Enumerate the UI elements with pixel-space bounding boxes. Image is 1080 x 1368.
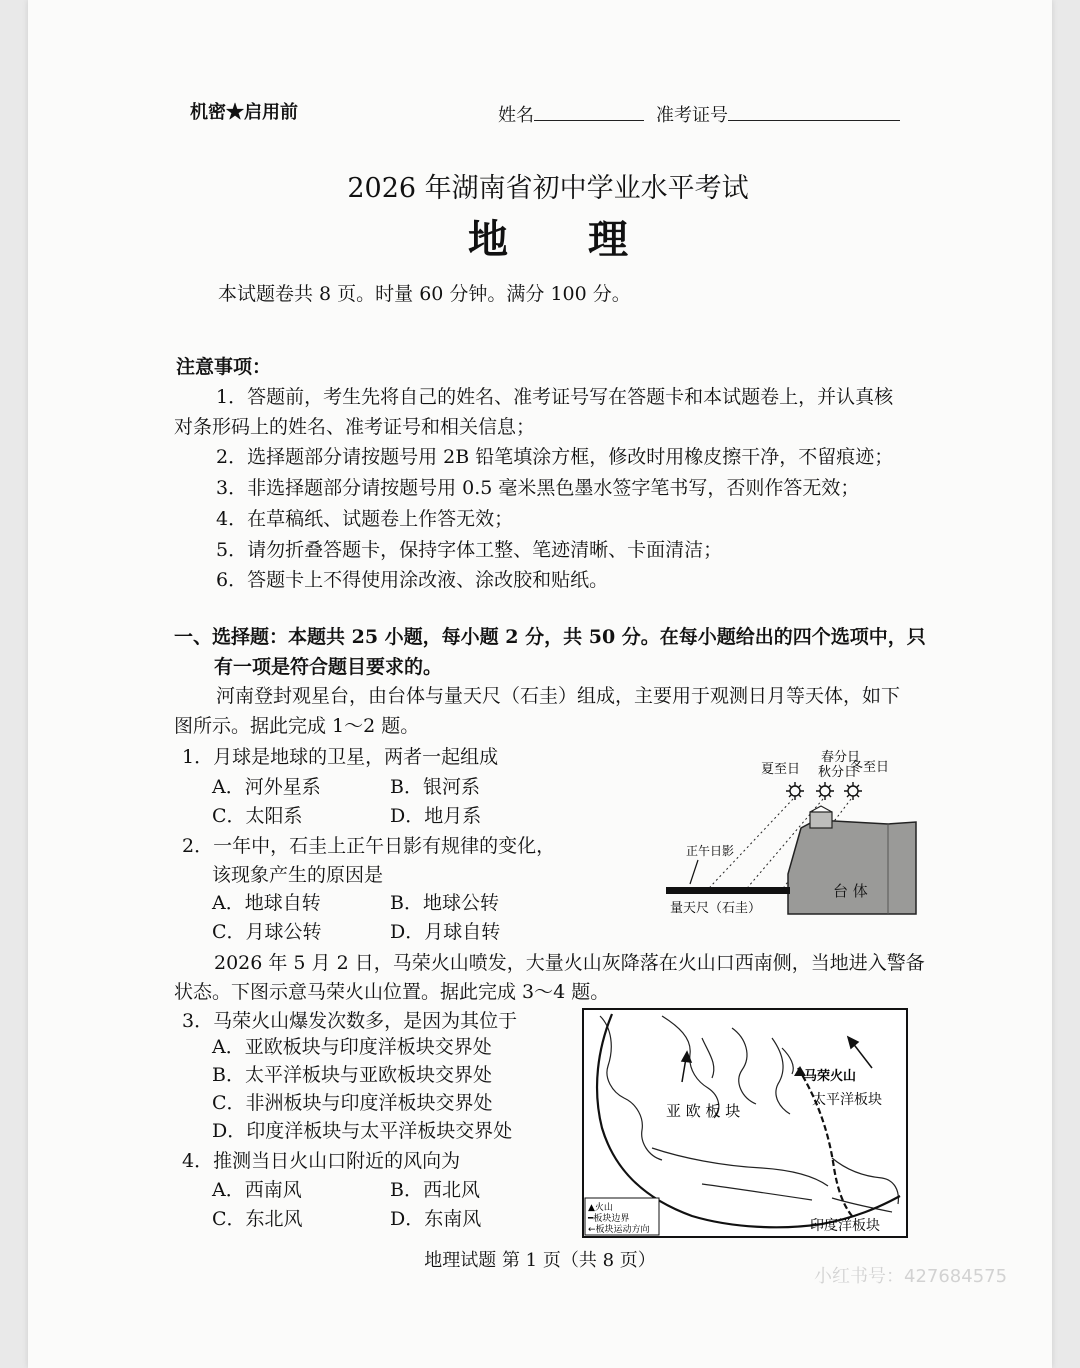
q3-option-d[interactable]: D．印度洋板块与太平洋板块交界处 bbox=[212, 1120, 513, 1142]
summer-solstice-label: 夏至日 bbox=[761, 762, 801, 777]
q2-option-b[interactable]: B．地球公转 bbox=[390, 892, 499, 914]
sun-icon bbox=[844, 782, 862, 800]
pacific-plate-label: 太平洋板块 bbox=[812, 1092, 882, 1108]
page-footer: 地理试题 第 1 页（共 8 页） bbox=[424, 1250, 656, 1271]
stone-ruler bbox=[666, 887, 790, 894]
ruler-label: 量天尺（石圭） bbox=[670, 901, 762, 916]
question-1-stem: 1．月球是地球的卫星，两者一起组成 bbox=[182, 746, 499, 768]
question-2-stem-cont: 该现象产生的原因是 bbox=[212, 864, 384, 886]
mayon-label: 马荣火山 bbox=[804, 1069, 857, 1084]
passage-text: 图所示。据此完成 1～2 题。 bbox=[174, 715, 420, 737]
exam-sheet bbox=[28, 0, 1052, 1368]
legend-volcano: ▲火山 bbox=[588, 1203, 613, 1213]
notice-item: 5．请勿折叠答题卡，保持字体工整、笔迹清晰、卡面清洁； bbox=[216, 539, 723, 561]
q3-option-a[interactable]: A．亚欧板块与印度洋板块交界处 bbox=[212, 1036, 492, 1058]
q4-option-d[interactable]: D．东南风 bbox=[390, 1208, 482, 1230]
legend-boundary: ━板块边界 bbox=[588, 1214, 630, 1224]
notice-heading: 注意事项： bbox=[176, 356, 272, 378]
q2-option-d[interactable]: D．月球自转 bbox=[390, 921, 501, 943]
mayon-volcano-map bbox=[582, 1008, 908, 1238]
question-3-stem: 3．马荣火山爆发次数多，是因为其位于 bbox=[182, 1010, 518, 1032]
q3-option-c[interactable]: C．非洲板块与印度洋板块交界处 bbox=[212, 1092, 493, 1114]
observatory-figure bbox=[638, 744, 918, 916]
notice-item: 4．在草稿纸、试题卷上作答无效； bbox=[216, 508, 514, 530]
q1-option-d[interactable]: D．地月系 bbox=[390, 805, 482, 827]
q4-option-b[interactable]: B．西北风 bbox=[390, 1179, 480, 1201]
name-field[interactable] bbox=[498, 100, 644, 127]
sun-icon bbox=[816, 782, 834, 800]
question-2-stem: 2．一年中，石圭上正午日影有规律的变化， bbox=[182, 835, 556, 857]
notice-item: 3．非选择题部分请按题号用 0.5 毫米黑色墨水签字笔书写，否则作答无效； bbox=[216, 477, 860, 499]
indian-plate-label: 印度洋板块 bbox=[810, 1218, 880, 1234]
equinox-autumn-label: 秋分日 bbox=[818, 765, 858, 780]
subject-title: 地 理 bbox=[468, 216, 628, 263]
winter-solstice-label: 冬至日 bbox=[850, 760, 890, 775]
q1-option-b[interactable]: B．银河系 bbox=[390, 776, 480, 798]
noon-shadow-label: 正午日影 bbox=[686, 844, 735, 858]
question-4-stem: 4．推测当日火山口附近的风向为 bbox=[182, 1150, 461, 1172]
map-legend bbox=[585, 1198, 659, 1235]
exam-id-field[interactable] bbox=[656, 100, 900, 127]
notice-item: 1．答题前，考生先将自己的姓名、准考证号写在答题卡和本试题卷上，并认真核 bbox=[216, 386, 894, 408]
q2-option-a[interactable]: A．地球自转 bbox=[212, 892, 321, 914]
q2-option-c[interactable]: C．月球公转 bbox=[212, 921, 322, 943]
q4-option-c[interactable]: C．东北风 bbox=[212, 1208, 303, 1230]
watermark: 小红书号：427684575 bbox=[814, 1266, 1008, 1287]
passage-text: 2026 年 5 月 2 日，马荣火山喷发，大量火山灰降落在火山口西南侧，当地进入警备 bbox=[214, 952, 925, 974]
equinox-spring-label: 春分日 bbox=[821, 750, 861, 765]
section-heading-cont: 有一项是符合题目要求的。 bbox=[214, 656, 443, 678]
exam-title: 2026 年湖南省初中学业水平考试 bbox=[347, 173, 749, 204]
q1-option-c[interactable]: C．太阳系 bbox=[212, 805, 303, 827]
passage-text: 状态。下图示意马荣火山位置。据此完成 3～4 题。 bbox=[174, 981, 610, 1003]
name-label: 姓名 bbox=[498, 105, 534, 126]
q1-option-a[interactable]: A．河外星系 bbox=[212, 776, 321, 798]
q4-option-a[interactable]: A．西南风 bbox=[212, 1179, 302, 1201]
eurasian-plate-label: 亚 欧 板 块 bbox=[666, 1102, 741, 1120]
notice-item: 对条形码上的姓名、准考证号和相关信息； bbox=[174, 416, 536, 438]
platform-label: 台 体 bbox=[833, 882, 868, 900]
section-heading: 一、选择题：本题共 25 小题，每小题 2 分，共 50 分。在每小题给出的四个选项中，只 bbox=[174, 626, 926, 648]
q3-option-b[interactable]: B．太平洋板块与亚欧板块交界处 bbox=[212, 1064, 492, 1086]
notice-item: 2．选择题部分请按题号用 2B 铅笔填涂方框，修改时用橡皮擦干净，不留痕迹； bbox=[216, 446, 894, 468]
exam-id-label: 准考证号 bbox=[656, 105, 728, 126]
passage-text: 河南登封观星台，由台体与量天尺（石圭）组成，主要用于观测日月等天体，如下 bbox=[216, 685, 901, 707]
sun-icon bbox=[786, 782, 804, 800]
legend-motion: ←板块运动方向 bbox=[588, 1225, 650, 1235]
exam-intro: 本试题卷共 8 页。时量 60 分钟。满分 100 分。 bbox=[218, 283, 631, 305]
confidential-label: 机密★启用前 bbox=[190, 102, 298, 123]
notice-item: 6．答题卡上不得使用涂改液、涂改胶和贴纸。 bbox=[216, 569, 609, 591]
